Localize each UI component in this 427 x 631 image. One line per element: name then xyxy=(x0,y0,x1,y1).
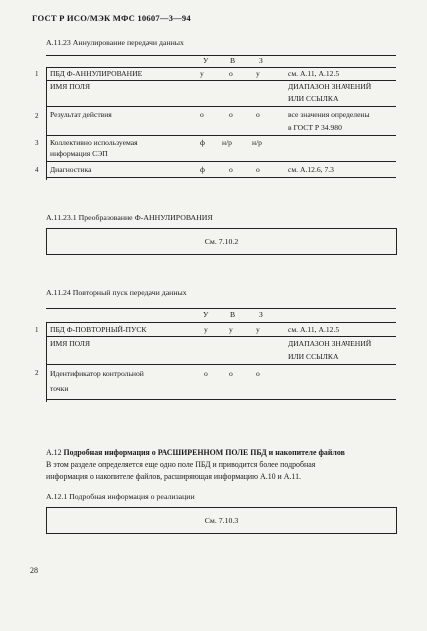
col-header-u: У xyxy=(203,56,209,65)
col-header-u: У xyxy=(203,310,209,319)
paragraph-line: информация о накопителе файлов, расширяющая информацию А.10 и А.11. xyxy=(46,472,301,481)
col-header-v: В xyxy=(230,56,236,65)
paragraph-line: В этом разделе определяется еще одно поле ПБД и приводится более подробная xyxy=(46,460,316,469)
col-header-v: В xyxy=(230,310,236,319)
section-title-a11-24: A.11.24 Повторный пуск передачи данных xyxy=(46,288,187,297)
col-header-z: З xyxy=(259,56,263,65)
section-title-a11-23: A.11.23 Аннулирование передачи данных xyxy=(46,38,184,47)
reference-text: См. 7.10.3 xyxy=(204,516,239,525)
section-title-a12: А.12 Подробная информация о РАСШИРЕННОМ ПОЛЕ ПБД и накопителе файлов xyxy=(46,448,345,457)
reference-box-7-10-3 xyxy=(46,507,397,534)
reference-box-7-10-2 xyxy=(46,228,397,255)
section-title-a12-1: А.12.1 Подробная информация о реализации xyxy=(46,492,195,501)
section-title-a11-23-1: A.11.23.1 Преобразование Ф-АННУЛИРОВАНИЯ xyxy=(46,213,213,222)
reference-text: См. 7.10.2 xyxy=(204,237,239,246)
page-number: 28 xyxy=(30,566,38,575)
document-header: ГОСТ Р ИСО/МЭК МФС 10607—3—94 xyxy=(32,13,191,23)
col-header-z: З xyxy=(259,310,263,319)
